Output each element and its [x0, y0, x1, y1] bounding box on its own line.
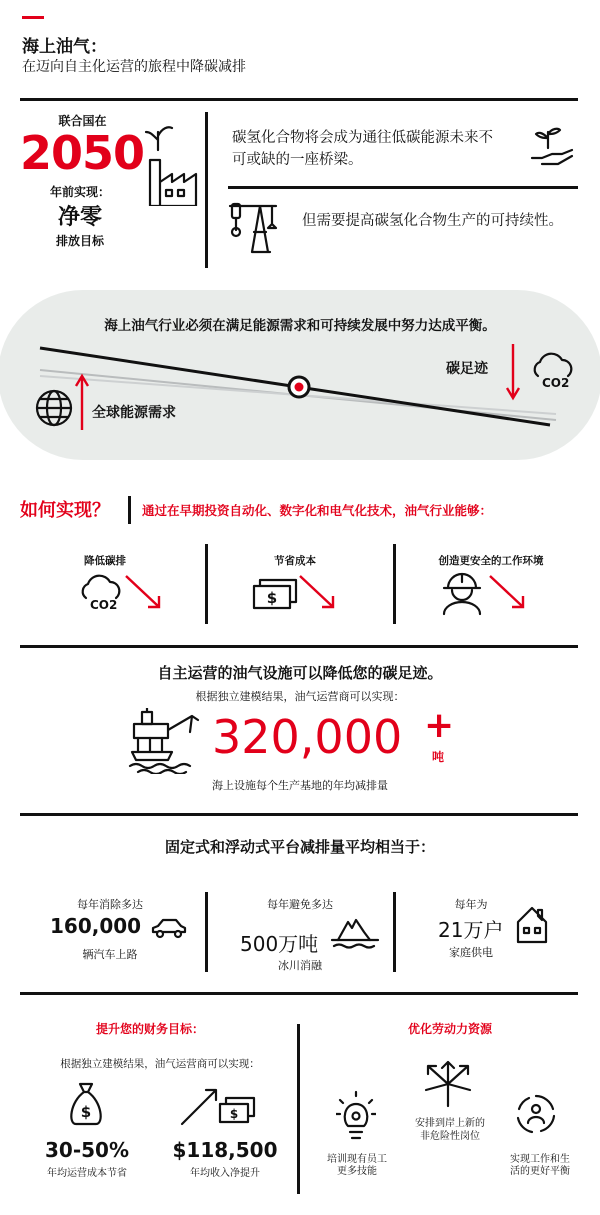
how-subtitle: 通过在早期投资自动化、数字化和电气化技术，油气行业能够： [142, 503, 493, 518]
how-item-label: 创造更安全的工作环境 [438, 555, 544, 567]
financial-value: 30-50% [44, 1138, 129, 1162]
car-icon [150, 916, 188, 940]
svg-text:$: $ [80, 1103, 92, 1121]
money-bag-icon [66, 1080, 106, 1128]
lightbulb-icon [336, 1090, 376, 1140]
divider-vertical [205, 112, 208, 268]
balance-title: 海上油气行业必须在满足能源需求和可持续发展中努力达成平衡。 [104, 318, 496, 334]
plant-hand-icon [528, 120, 576, 168]
divider-vertical [297, 1024, 300, 1194]
equivalent-top: 每年避免多达 [267, 898, 333, 911]
un-goal-year: 2050 [20, 126, 145, 180]
financial-label: 年均运营成本节省 [47, 1168, 127, 1179]
workforce-title: 优化劳动力资源 [407, 1022, 492, 1036]
how-title: 如何实现？ [20, 500, 110, 521]
un-goal-post: 排放目标 [55, 234, 104, 248]
equivalent-bottom: 家庭供电 [449, 946, 493, 959]
how-item-label: 降低碳排 [84, 555, 126, 567]
autonomous-unit: 吨 [432, 750, 445, 764]
workforce-label: 活的更好平衡 [510, 1166, 570, 1177]
down-arrow-icon [122, 572, 164, 612]
divider [20, 813, 578, 816]
un-goal-pre: 联合国在 [58, 114, 107, 128]
how-item-label: 节省成本 [274, 555, 316, 567]
money-up-icon [178, 1082, 258, 1128]
down-arrow-icon [296, 572, 338, 612]
financial-title: 提升您的财务目标： [95, 1022, 204, 1036]
divider [228, 186, 578, 189]
down-arrow-icon [486, 572, 528, 612]
page-title: 海上油气： [22, 37, 107, 57]
autonomous-note: 根据独立建模结果，油气运营商可以实现： [195, 690, 405, 703]
financial-value: $118,500 [172, 1138, 278, 1162]
equivalent-value: 160,000 [50, 914, 142, 938]
worker-helmet-icon [440, 570, 484, 616]
globe-icon [34, 388, 74, 428]
equivalent-top: 每年为 [454, 898, 488, 911]
equivalent-value: 500万吨 [240, 932, 319, 956]
balance-right-label: 碳足迹 [446, 361, 488, 377]
factory-plant-icon [142, 120, 204, 206]
un-goal-big: 净零 [57, 205, 102, 230]
co2-label: CO2 [90, 598, 118, 612]
page-subtitle: 在迈向自主化运营的旅程中降碳减排 [22, 59, 246, 75]
house-icon [514, 904, 550, 944]
autonomous-value: 320,000 [212, 710, 403, 764]
directions-arrows-icon [422, 1058, 474, 1110]
equivalent-value: 21万户 [438, 918, 504, 942]
statement-2: 但需要提高碳氢化合物生产的可持续性。 [302, 213, 563, 229]
statement-1: 碳氢化合物将会成为通往低碳能源未来不可或缺的一座桥梁。 [232, 130, 493, 168]
offshore-platform-icon [128, 708, 204, 774]
money-icon [252, 578, 298, 612]
work-life-balance-icon [516, 1094, 556, 1134]
equivalent-bottom: 冰川消融 [278, 959, 322, 972]
divider [20, 98, 578, 101]
svg-text:$: $ [266, 589, 278, 607]
financial-label: 年均收入净提升 [190, 1168, 260, 1179]
equivalent-title: 固定式和浮动式平台减排量平均相当于： [164, 838, 435, 856]
balance-seesaw [0, 330, 600, 460]
autonomous-plus: + [424, 705, 455, 746]
equivalent-bottom: 辆汽车上路 [82, 948, 138, 961]
svg-text:$: $ [229, 1107, 239, 1121]
pumpjack-icon [228, 198, 280, 254]
balance-left-label: 全球能源需求 [92, 405, 176, 421]
divider [20, 992, 578, 995]
accent-bar [22, 16, 44, 19]
divider-vertical [393, 544, 396, 624]
equivalent-top: 每年消除多达 [77, 898, 143, 911]
un-goal-mid: 年前实现： [49, 185, 110, 199]
autonomous-caption: 海上设施每个生产基地的年均减排量 [212, 779, 388, 792]
divider-vertical [128, 496, 131, 524]
workforce-label: 更多技能 [337, 1166, 377, 1177]
divider-vertical [205, 892, 208, 972]
workforce-label: 非危险性岗位 [420, 1131, 480, 1142]
autonomous-title: 自主运营的油气设施可以降低您的碳足迹。 [157, 664, 443, 682]
workforce-label: 实现工作和生 [510, 1154, 570, 1165]
divider [20, 645, 578, 648]
iceberg-icon [330, 914, 380, 950]
co2-label: CO2 [542, 376, 570, 390]
divider-vertical [205, 544, 208, 624]
workforce-label: 培训现有员工 [327, 1154, 387, 1165]
divider-vertical [393, 892, 396, 972]
financial-note: 根据独立建模结果，油气运营商可以实现： [60, 1058, 260, 1070]
workforce-label: 安排到岸上新的 [415, 1118, 485, 1129]
